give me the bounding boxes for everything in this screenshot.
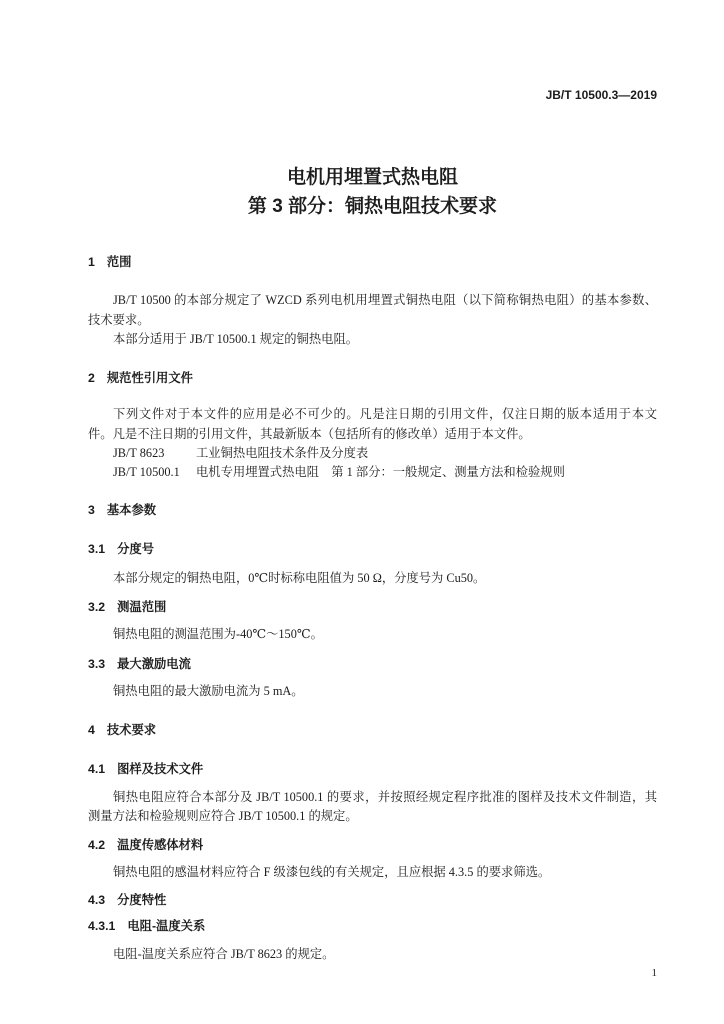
reference-title: 工业铜热电阻技术条件及分度表: [196, 446, 369, 460]
reference-item: [113, 444, 368, 462]
subsection-heading: [88, 598, 166, 616]
paragraph-line: 铜热电阻应符合本部分及 JB/T 10500.1 的要求，并按照经规定程序批准的图样及技术文件制造，其: [113, 790, 657, 804]
subsection-title: 分度号: [117, 542, 155, 556]
reference-code: JB/T 8623: [113, 446, 165, 460]
paragraph-line: 铜热电阻的感温材料应符合 F 级漆包线的有关规定，且应根据 4.3.5 的要求筛选。: [113, 865, 551, 879]
subsection-heading: [88, 891, 166, 909]
subsection-heading: [88, 540, 154, 558]
section-title: 基本参数: [106, 503, 157, 517]
standard-number: JB/T 10500.3—2019: [545, 88, 657, 102]
paragraph-line: 测量方法和检验规则应符合 JB/T 10500.1 的规定。: [88, 809, 358, 823]
subsection-title: 分度特性: [117, 893, 167, 907]
reference-title: 电机专用埋置式热电阻 第 1 部分：一般规定、测量方法和检验规则: [196, 465, 565, 479]
subsection-number: 4.3.1: [88, 919, 116, 933]
subsection-number: 4.3: [88, 893, 106, 907]
reference-item: [113, 463, 565, 481]
section-heading-basic-parameters: [88, 501, 156, 519]
section-number: 1: [88, 255, 95, 269]
section-title: 技术要求: [106, 723, 157, 737]
section-number: 3: [88, 503, 95, 517]
paragraph-line: 铜热电阻的最大激励电流为 5 mA。: [113, 684, 304, 698]
document-subtitle: 第 3 部分：铜热电阻技术要求: [247, 196, 498, 217]
subsection-title: 电阻-温度关系: [127, 919, 206, 933]
section-heading-technical-requirements: [88, 721, 156, 739]
subsection-heading: [88, 836, 203, 854]
section-title: 规范性引用文件: [106, 371, 193, 385]
subsection-heading: [88, 655, 191, 673]
reference-code: JB/T 10500.1: [113, 465, 180, 479]
paragraph-line: 技术要求。: [88, 313, 150, 327]
subsection-title: 图样及技术文件: [117, 762, 204, 776]
paragraph-line: 本部分规定的铜热电阻，0℃时标称电阻值为 50 Ω，分度号为 Cu50。: [113, 571, 486, 585]
section-title: 范围: [106, 255, 132, 269]
subsection-heading: [88, 760, 203, 778]
subsection-title: 温度传感体材料: [117, 838, 204, 852]
section-heading-scope: [88, 253, 131, 271]
subsection-number: 3.2: [88, 600, 106, 614]
subsection-number: 3.1: [88, 542, 106, 556]
paragraph-line: 电阻-温度关系应符合 JB/T 8623 的规定。: [113, 947, 335, 961]
subsection-number: 4.2: [88, 838, 106, 852]
paragraph-line: 件。凡是不注日期的引用文件，其最新版本（包括所有的修改单）适用于本文件。: [88, 427, 531, 441]
subsection-title: 最大激励电流: [117, 657, 191, 671]
paragraph-line: 本部分适用于 JB/T 10500.1 规定的铜热电阻。: [113, 332, 359, 346]
section-number: 2: [88, 371, 95, 385]
section-number: 4: [88, 723, 95, 737]
page-number: 1: [651, 967, 657, 979]
subsection-number: 4.1: [88, 762, 106, 776]
subsection-title: 测温范围: [117, 600, 167, 614]
paragraph-line: 铜热电阻的测温范围为-40℃～150℃。: [113, 627, 323, 641]
subsection-number: 3.3: [88, 657, 106, 671]
subsection-heading: [88, 917, 205, 935]
document-title: 电机用埋置式热电阻: [286, 167, 458, 188]
section-heading-normative-references: [88, 369, 193, 387]
paragraph-line: 下列文件对于本文件的应用是必不可少的。凡是注日期的引用文件，仅注日期的版本适用于本文: [113, 407, 657, 421]
paragraph-line: JB/T 10500 的本部分规定了 WZCD 系列电机用埋置式铜热电阻（以下简称铜热电阻）的基本参数、: [113, 293, 657, 307]
